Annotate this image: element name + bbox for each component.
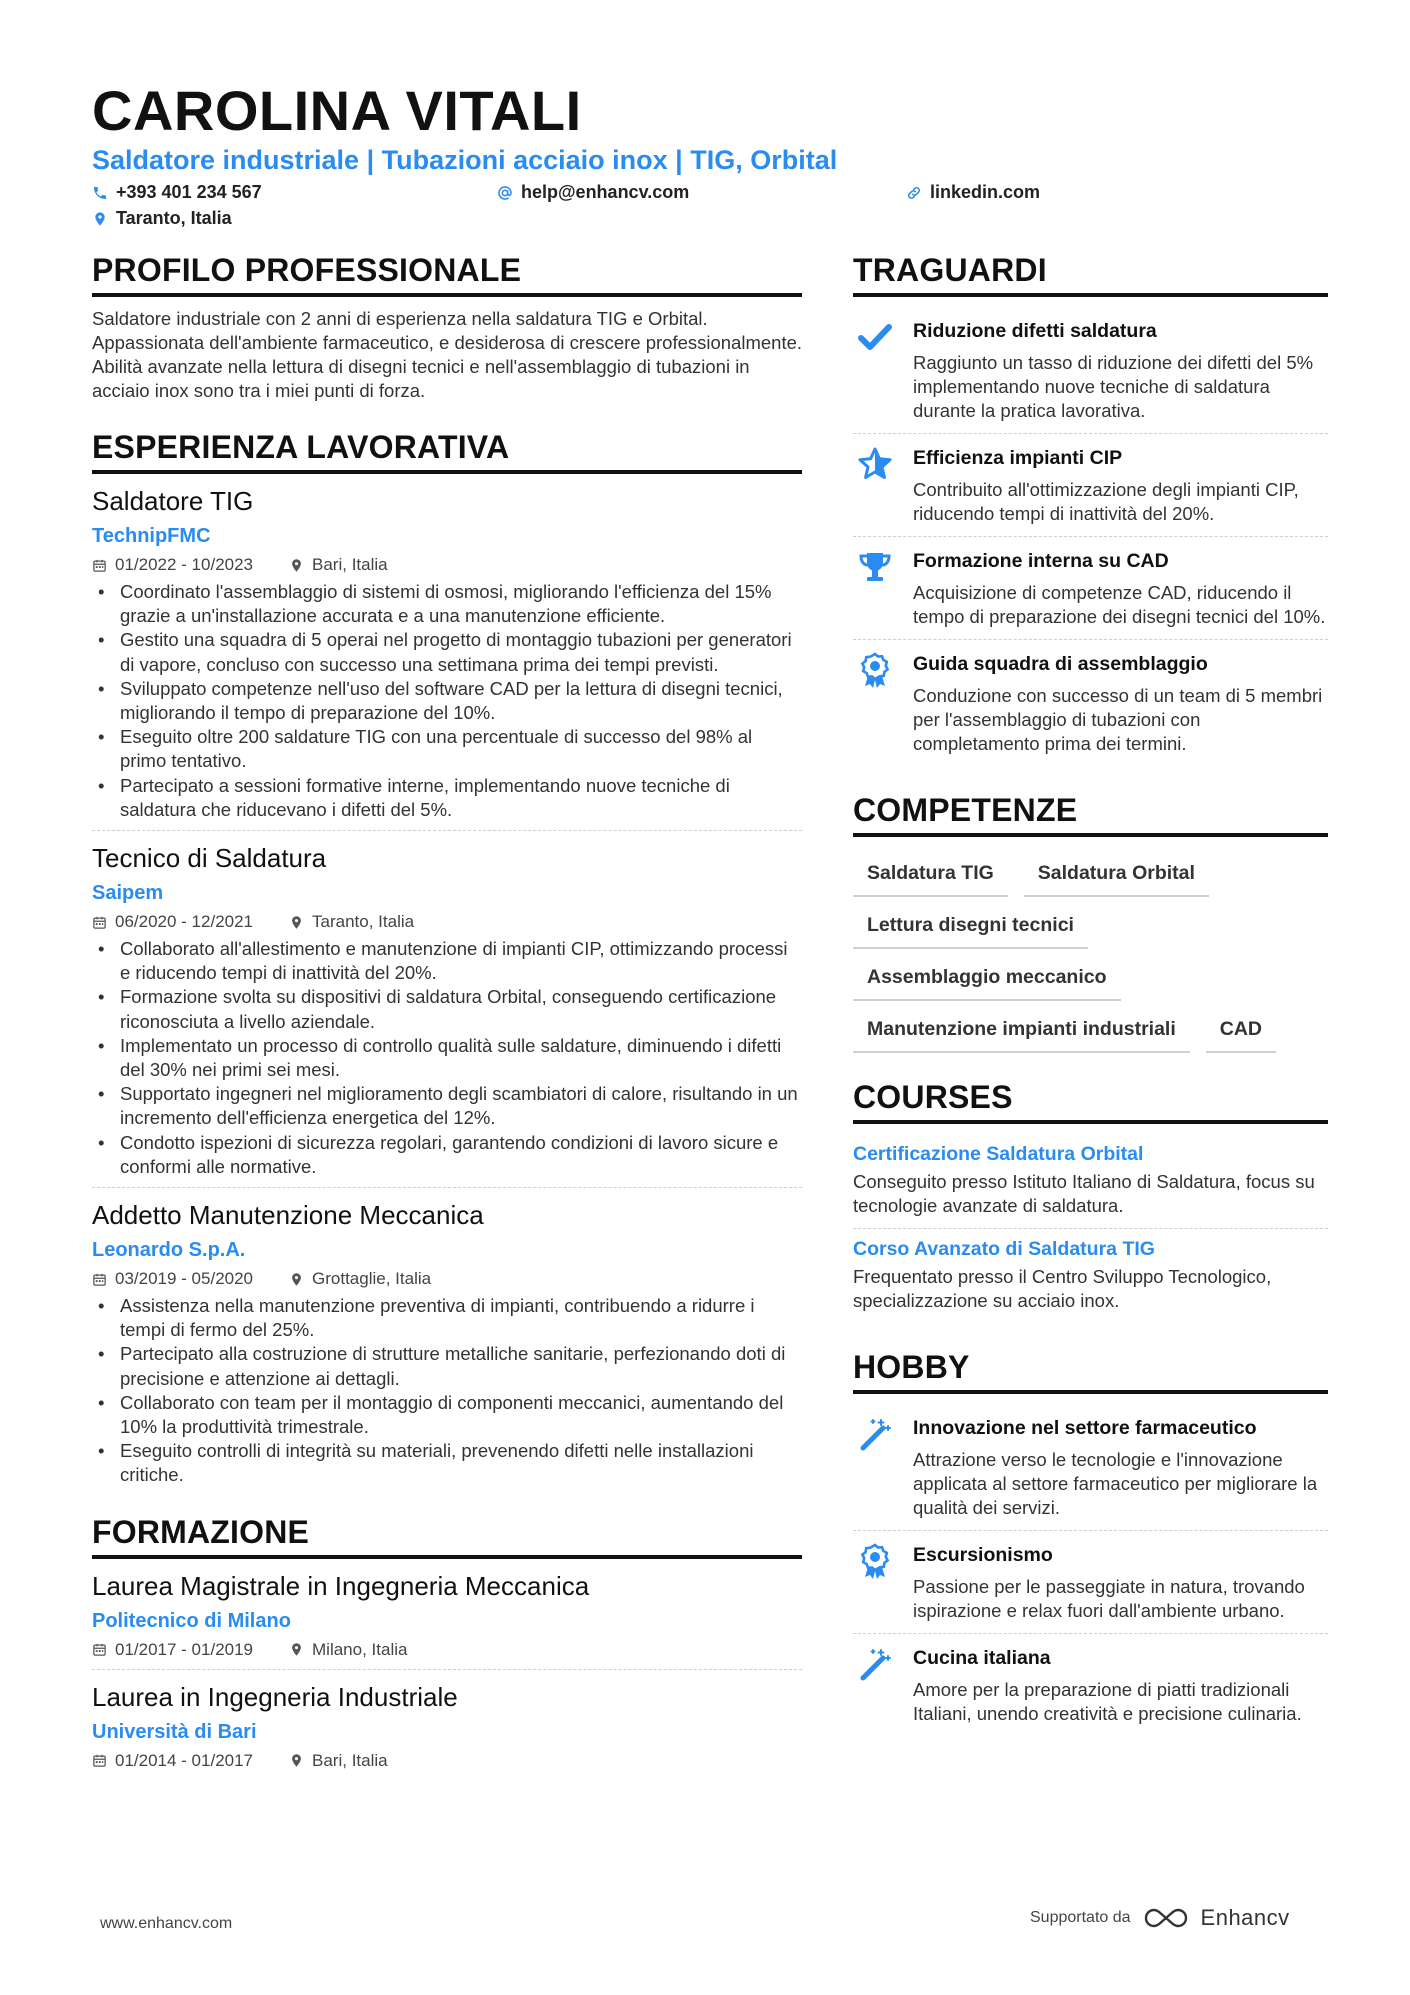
job-entry [92,484,802,831]
school-name: Università di Bari [92,1720,257,1743]
contact-linkedin [906,182,1040,203]
dates-text: 03/2019 - 05/2020 [115,1269,254,1289]
item-title: Formazione interna su CAD [913,550,1169,572]
right-column [853,252,1328,1762]
achievements-list [853,307,1328,766]
item-title: Cucina italiana [913,1647,1051,1669]
headline: Saldatore industriale | Tubazioni acciaio inox | TIG, Orbital [92,145,838,175]
profile-section [92,252,802,403]
email-text[interactable]: help@enhancv.com [521,182,690,202]
experience-section [92,429,802,1488]
skill-tag: Lettura disegni tecnici [853,911,1088,949]
item-title: Riduzione difetti saldatura [913,320,1157,342]
check-icon [853,317,897,423]
item-description: Passione per le passeggiate in natura, trovando ispirazione e relax fuori dall'ambiente urbano. [913,1576,1305,1621]
item-description: Attrazione verso le tecnologie e l'innovazione applicata al settore farmaceutico per migliorare la qualità dei servizi. [913,1449,1318,1518]
job-bullets [92,580,802,822]
skill-tag: Saldatura Orbital [1024,859,1209,897]
achievements-item [853,434,1328,537]
location-pin-icon [289,1272,304,1287]
location-text: Taranto, Italia [312,912,415,932]
item-description: Raggiunto un tasso di riduzione dei difetti del 5% implementando nuove tecniche di saldatura durante la pratica lavorativa. [913,352,1314,421]
dates-text: 01/2022 - 10/2023 [115,555,254,574]
bullet-item: • Eseguito oltre 200 saldature TIG con una percentuale di successo del 98% al primo tentativo. [92,725,802,773]
contact-location [92,208,232,229]
location-pin-icon [289,558,304,573]
courses-list [853,1134,1328,1323]
hobby-item [853,1531,1328,1634]
bullet-item: • Assistenza nella manutenzione preventiva di impianti, contribuendo a ridurre i tempi di fermo del 25%. [92,1294,802,1342]
hobby-list [853,1404,1328,1736]
item-body [913,317,1328,423]
job-list [92,484,802,1488]
job-meta [92,1639,802,1661]
calendar-icon [92,1642,107,1657]
skills-list [853,847,1328,1053]
skills-heading: COMPETENZE [853,792,1328,837]
job-bullets [92,937,802,1179]
magic-wand-icon [853,1644,897,1726]
degree-title: Laurea Magistrale in Ingegneria Meccanica [92,1570,590,1601]
profile-text: Saldatore industriale con 2 anni di esperienza nella saldatura TIG e Orbital. Appassionata dell'ambiente farmaceutico, e desiderosa di crescere professionalmente. Abilità avanzate nella lettura di disegni tecnici e nell'assemblaggio di tubazioni in acciaio inox sono tra i miei punti di forza. [92,308,803,401]
calendar-icon [92,1272,107,1287]
phone-text[interactable]: +393 401 234 567 [116,182,262,202]
achievements-section [853,252,1328,766]
item-title: Efficienza impianti CIP [913,447,1123,469]
footer-website[interactable]: www.enhancv.com [100,1915,233,1932]
job-entry [92,1198,802,1488]
item-title: Innovazione nel settore farmaceutico [913,1417,1257,1439]
job-company: Leonardo S.p.A. [92,1239,246,1262]
education-entry [92,1569,802,1670]
job-meta [92,554,802,576]
item-body [913,1541,1328,1623]
left-column [92,252,802,1798]
school-name: Politecnico di Milano [92,1609,291,1632]
hobby-heading: HOBBY [853,1349,1328,1394]
hobby-item [853,1634,1328,1736]
item-body [913,1414,1328,1520]
medal-icon [853,650,897,756]
location-text: Milano, Italia [312,1639,408,1659]
powered-by-text: Supportato da [1030,1909,1131,1926]
star-icon [853,444,897,526]
education-entry [92,1680,802,1772]
course-title: Certificazione Saldatura Orbital [853,1143,1144,1165]
calendar-icon [92,558,107,573]
achievements-item [853,640,1328,766]
job-meta [92,911,802,933]
item-body [913,1644,1328,1726]
bullet-item: • Implementato un processo di controllo qualità sulle saldature, diminuendo i difetti del 30% nei primi sei mesi. [92,1034,802,1082]
achievements-item [853,307,1328,434]
job-company: TechnipFMC [92,525,211,547]
item-title: Guida squadra di assemblaggio [913,653,1208,675]
job-company: Saipem [92,882,164,905]
education-list [92,1569,802,1772]
skills-section [853,792,1328,1053]
location-pin-icon [92,211,108,227]
location-text: Taranto, Italia [116,208,232,228]
item-description: Contribuito all'ottimizzazione degli impianti CIP, riducendo tempi di inattività del 20%. [913,479,1299,524]
location-text: Bari, Italia [312,555,388,574]
footer-brand [1030,1905,1290,1931]
skill-tag: CAD [1206,1015,1276,1053]
contact-email [497,182,689,203]
location-text: Bari, Italia [312,1750,388,1770]
bullet-item: • Gestito una squadra di 5 operai nel progetto di montaggio tubazioni per generatori di vapore, concluso con successo una settimana prima dei tempi previsti. [92,628,802,676]
medal-icon [853,1541,897,1623]
job-bullets [92,1294,802,1488]
bullet-item: • Supportato ingegneri nel miglioramento degli scambiatori di calore, risultando in un incremento dell'efficienza energetica del 12%. [92,1082,802,1130]
location-text: Grottaglie, Italia [312,1269,432,1289]
item-title: Escursionismo [913,1544,1053,1566]
enhancv-logo-icon [1143,1906,1189,1930]
course-item [853,1134,1328,1229]
job-title: Addetto Manutenzione Meccanica [92,1200,484,1231]
calendar-icon [92,1753,107,1768]
divider [92,1187,802,1188]
item-body [913,650,1328,756]
experience-heading: ESPERIENZA LAVORATIVA [92,429,802,474]
link-icon [906,185,922,201]
item-description: Conduzione con successo di un team di 5 membri per l'assemblaggio di tubazioni con completamento prima dei termini. [913,685,1323,754]
hobby-section [853,1349,1328,1736]
job-entry [92,841,802,1188]
magic-wand-icon [853,1414,897,1520]
location-pin-icon [289,915,304,930]
degree-title: Laurea in Ingegneria Industriale [92,1681,458,1712]
skill-tag: Assemblaggio meccanico [853,963,1121,1001]
bullet-item: • Partecipato alla costruzione di strutture metalliche sanitarie, perfezionando doti di precisione e attenzione ai dettagli. [92,1342,802,1390]
job-meta [92,1750,802,1772]
bullet-item: • Condotto ispezioni di sicurezza regolari, garantendo condizioni di lavoro sicure e conformi alle normative. [92,1131,802,1179]
bullet-item: • Formazione svolta su dispositivi di saldatura Orbital, conseguendo certificazione riconosciuta a livello aziendale. [92,985,802,1033]
candidate-name: CAROLINA VITALI [92,79,582,142]
job-title: Tecnico di Saldatura [92,843,327,874]
trophy-icon [853,547,897,629]
bullet-item: • Collaborato con team per il montaggio di componenti meccanici, aumentando del 10% la produttività trimestrale. [92,1391,802,1439]
courses-section [853,1079,1328,1323]
course-title: Corso Avanzato di Saldatura TIG [853,1238,1155,1260]
education-heading: FORMAZIONE [92,1514,802,1559]
item-description: Amore per la preparazione di piatti tradizionali Italiani, unendo creatività e precisione culinaria. [913,1679,1302,1724]
profile-heading: PROFILO PROFESSIONALE [92,252,802,297]
phone-icon [92,185,108,201]
contact-phone [92,182,262,203]
divider [92,1669,802,1670]
bullet-item: • Partecipato a sessioni formative interne, implementando nuove tecniche di saldatura che riducevano i difetti del 5%. [92,774,802,822]
calendar-icon [92,915,107,930]
course-description: Conseguito presso Istituto Italiano di Saldatura, focus su tecnologie avanzate di saldatura. [853,1171,1315,1216]
bullet-item: • Sviluppato competenze nell'uso del software CAD per la lettura di disegni tecnici, migliorando il tempo di preparazione del 10%. [92,677,802,725]
bullet-item: • Collaborato all'allestimento e manutenzione di impianti CIP, ottimizzando processi e riducendo tempi di inattività del 20%. [92,937,802,985]
achievements-heading: TRAGUARDI [853,252,1328,297]
at-icon [497,185,513,201]
achievements-item [853,537,1328,640]
location-pin-icon [289,1642,304,1657]
course-item [853,1229,1328,1323]
brand-name: Enhancv [1200,1905,1290,1930]
skill-tag: Saldatura TIG [853,859,1008,897]
hobby-item [853,1404,1328,1531]
dates-text: 06/2020 - 12/2021 [115,912,254,932]
item-body [913,547,1328,629]
courses-heading: COURSES [853,1079,1328,1124]
skill-tag: Manutenzione impianti industriali [853,1015,1190,1053]
dates-text: 01/2017 - 01/2019 [115,1639,254,1659]
job-title: Saldatore TIG [92,486,254,516]
item-description: Acquisizione di competenze CAD, riducendo il tempo di preparazione dei disegni tecnici del 10%. [913,582,1326,627]
job-meta [92,1268,802,1290]
dates-text: 01/2014 - 01/2017 [115,1750,254,1770]
bullet-item: • Coordinato l'assemblaggio di sistemi di osmosi, migliorando l'efficienza del 15% grazie a un'installazione accurata e a una manutenzione efficiente. [92,580,802,628]
course-description: Frequentato presso il Centro Sviluppo Tecnologico, specializzazione su acciaio inox. [853,1266,1272,1311]
bullet-item: • Eseguito controlli di integrità su materiali, prevenendo difetti nelle installazioni critiche. [92,1439,802,1487]
education-section [92,1514,802,1772]
item-body [913,444,1328,526]
divider [92,830,802,831]
location-pin-icon [289,1753,304,1768]
linkedin-text[interactable]: linkedin.com [930,182,1041,202]
